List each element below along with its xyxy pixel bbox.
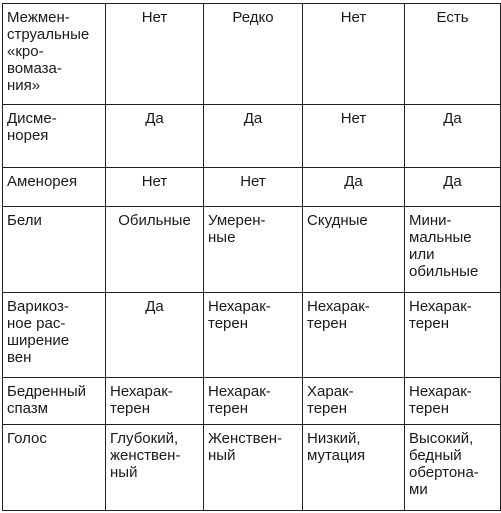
table-cell: Обильные bbox=[106, 207, 204, 293]
table-cell: Глубокий, женствен- ный bbox=[106, 425, 204, 511]
table-cell: Нехарак- терен bbox=[106, 378, 204, 425]
table-cell: Нет bbox=[106, 4, 204, 105]
table-row bbox=[3, 4, 501, 105]
row-header-cell: Аменорея bbox=[3, 168, 106, 207]
table-cell: Мини- мальные или обильные bbox=[405, 207, 501, 293]
table-cell: Нет bbox=[204, 168, 303, 207]
table-cell: Низкий, мутация bbox=[303, 425, 405, 511]
table-cell: Женствен- ный bbox=[204, 425, 303, 511]
table-cell: Да bbox=[106, 105, 204, 168]
table-row bbox=[3, 207, 501, 293]
symptom-table bbox=[2, 3, 501, 511]
row-header-cell: Бедренный спазм bbox=[3, 378, 106, 425]
table-cell: Да bbox=[303, 168, 405, 207]
table-row bbox=[3, 293, 501, 378]
table-cell: Нехарак- терен bbox=[204, 378, 303, 425]
table-row bbox=[3, 105, 501, 168]
table-cell: Нет bbox=[303, 4, 405, 105]
table-cell: Умерен- ные bbox=[204, 207, 303, 293]
row-header-cell: Межмен- струальные «кро- вомаза- ния» bbox=[3, 4, 106, 105]
table-cell: Да bbox=[106, 293, 204, 378]
table-cell: Скудные bbox=[303, 207, 405, 293]
table-cell: Высокий, бедный обертона- ми bbox=[405, 425, 501, 511]
table-cell: Да bbox=[405, 105, 501, 168]
table-cell: Есть bbox=[405, 4, 501, 105]
table-cell: Редко bbox=[204, 4, 303, 105]
table-cell: Нехарак- терен bbox=[204, 293, 303, 378]
row-header-cell: Голос bbox=[3, 425, 106, 511]
table-cell: Нехарак- терен bbox=[405, 378, 501, 425]
table-cell: Да bbox=[405, 168, 501, 207]
table-row bbox=[3, 168, 501, 207]
row-header-cell: Бели bbox=[3, 207, 106, 293]
table-cell: Нехарак- терен bbox=[405, 293, 501, 378]
table-cell: Нехарак- терен bbox=[303, 293, 405, 378]
table-row bbox=[3, 425, 501, 511]
table-cell: Харак- терен bbox=[303, 378, 405, 425]
table-cell: Нет bbox=[303, 105, 405, 168]
table-cell: Да bbox=[204, 105, 303, 168]
table-cell: Нет bbox=[106, 168, 204, 207]
row-header-cell: Дисме- норея bbox=[3, 105, 106, 168]
row-header-cell: Варикоз- ное рас- ширение вен bbox=[3, 293, 106, 378]
table-row bbox=[3, 378, 501, 425]
